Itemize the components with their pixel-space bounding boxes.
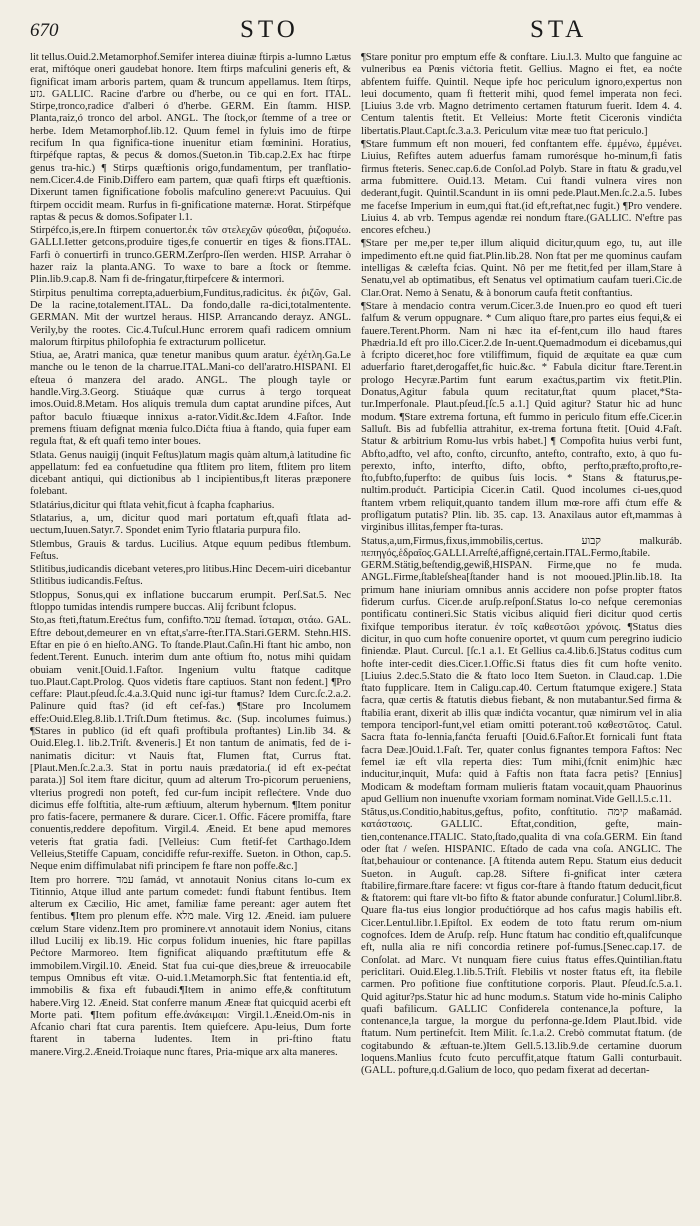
- entry-sto: Sto,as ftetì,ftatum.Erećtus fum, confifto.עמד ſtemad. ἵσταμαι, στάω. GAL. Eftre debout,demeurer en vn eftat,s'arre-fter.ITA.Stari.GERM. Stehn.HIS. Eftar en pie ó en hieſto.ANG. To ſtande.Plaut.Caſin.Hi ftant hic ambo, non fedent.Terent. Eunuch. interim dum ante oftium fto, notus mihi quidam obuiam venit.[Ouid.1.Faſtor. Ingenium vultu ftatque caditque tuo.Plaut.Capt.Prolog. Quos videtis ftare captiuos. Stant non fedent.] ¶Pro ceffare: Plaut.pſeud.ſc.4.a.3.Quid nunc igi-tur ftamus? Idem Curc.ſc.2.a.2. Palinure quid ftas? (id eft cef-fas.) ¶Stare pro Incolumem effe:Ouid.Eleg.8.lib.1.Triſt.Dum ftetimus. &c. (Sup. incolumes fuimus.) ¶Stares in publico (id eft quafi proftibula proftantes) Lin.lib 34. & Ouid.Eleg.1. lib.2.Triſt. &veneris.] Et non tantum de animatis, fed de i-nanimatis dicitur: vt Nauis ftat, Flumen ftat, Currus ftat. [Plaut.Men.ſc.2.a.3. Stat in portu nauis prædatoria.( id eft ex-pećtat parata.)] Sol item ftare dicitur, quum ad alterum Tro-picorum perueniens, vlterius progredi non poteft, fed cur-fum incipit reflećtere. Vnde duo dicimus effe folftitia, alte-rum æftiuum, alterum hybernum. ¶Item ponitur pro fatis-facere, permanere & durare. Cicer.1. Offic. Fácere promiffa, ftare conuentis,reddere depofitum. Virgil.4. Æneid. Et bene apud memores veteris ftat gratia fadi. [Velleius: Cum ftetif-fet Carthago.Idem Velleius,Stetiffe Capuam, concidiffe refur-rexiffe. Sueton. in Othon, cap.5. Neque enim diffimulabat nifi principem fe ftare non poffe.&c.]: [30, 615, 351, 873]
- entry-stlitibus: Stlitibus,iudicandis dicebant veteres,pro litibus.Hinc Decem-uiri dicebantur Stlitibus iudicandis.Feſtus.: [30, 564, 351, 588]
- entry-stirpitus: Stirpitus penultima correpta,aduerbium,Funditus,radicitus. ἐκ ῥιζῶν, Gal. De la racine,totalement.ITAL. Da fondo,dalle ra-dici,totalmentente. GERMAN. Mit der wurtzel heraus. HISP. Arrancando derayz. ANGL. Verily,by the rootes. Cic.4.Tuſcul.Hunc errorem quafi radicem omnium malorum ftirpitus philofophia fe extracturum pollicetur.: [30, 287, 351, 348]
- text-columns: [30, 52, 682, 1218]
- entry-sto-continued: Item pro horrere. עמד ſamád, vt annotauit Nonius citans lo-cum ex Titinnio, Atque illud ante partum comedet: fundi ftabunt fentibus. Item alterum ex Cæcilio, Hic amet, familiæ fame pereant: ager autem ftet fentibus. ¶Item pro plenum effe. מלא male. Virg 12. Æneid. iam puluere cœlum Stare videnz.Item pro prominere.vt annotauit idem Nonius, citans illud Lucilij ex lib.19. Hic corpus folidum inuenies, hic ftare papillas Pećtore Marmoreo. Item fignificat aliquando præftitutum effe & immobilem.Virgil.10. Æneid. Stat fua cui-que dies,breue & irreuocabile tempus Omnibus eft vitæ. O-uid.1.Metamorph.Sic ftat fententia.id eft, immobilis & fixa eft fubaudi.¶Item in animo effe,& conftitutum habere.Virg 12. Æneid. Stat conferre manum Æneæ ftat quicquid acerbi eft Morte pati. ¶Item pofitum effe.ἀνάκειμαι: Virgil.1.Æneid.Om-nis in Afcanio chari ftat cura parentis. Item quiefcere. Apu-leius, Dum forte ftarent in taberna ludentes. Item in pri-ftino ftatu manere.Virg.2.Æneid.Troiaque nunc ftares, Pria-mique arx alta maneres.: [30, 874, 351, 1058]
- entry-status-noun: Stătus,us.Conditio,habitus,geftus, pofito, conftitutio. קימה maßamád. κατάστασις. GALLIC. Eftat,condition, gefte, main-tien,contenance.ITALIC. Stato,ſtado,qualita di vna coſa.GERM. Ein ſtand oder ſtat / weſen. HISPANIC. Eſtado de cada vna coſa. ANGLIC. The ſtat,behauiour or contenance. [A ftitenda autem Repu. Statum eius deducit Sueton. in Auguſt. cap.28. Siftere fi-gnificat inter cætera ftabilire,firmare.ftare facere: vt figus cor-ftare à ftando ftatum deducit,ficut & ftatorem: qui ftare vlt-bo fifto & ftator abunde confuratur.] Columl.libr.8. Quare fla-tus eius longior produćtiórque ad hos cafus magis habilis eft. Cicer.Lentul.libr.1.Epiſtol. Ex eodem de toto ftatu rerum om-nium cognofces. Idem de Aruſp. reſp. Hunc ftatum hac conditio eft,qualifcunque eft, nulla alia re nifi concordia retinere pof-fumus.[Senec.cap.17. de Conſolat. ad Marc. Vt nunquam fiere cuius ftatus effes.Quintilian.ftatu periclitari. Ouid.Eleg.1.lib.5.Triſt. Flebilis vt noster ftatus eft, ita flebile carmen. Pro pofitione fiue conftitutione corporis. Plaut. Pſeud.ſc.5.a.1. Quid agitur?ps.Statur hic ad hunc modum.s. Statum vide ho-minis Calipho quafi bafilicum. GALLIC Confiderela contenance,la pofture, la contenance,la targue, la morgue du perfonna-ge.Idem Plaut.Ibid. vide ftatum. Num pertinefcit. Item Milit. ſc.1.a.2. Crebò commutat ftatum. (de cogitabundo & æftuan-te.)Item Gell.5.13.lib.9.de certamine duorum loquens.Manlius fcuto fcuto percuffit,atque ftatum Galli conturbauit.(GALL. pofture,q.d.Galium de loco, quo pedam fixerat ad decertan-: [361, 807, 682, 1077]
- entry-stlembus: Stlembus, Grauis & tardus. Lucilius. Atque equum pedibus ftlembum. Feſtus.: [30, 538, 351, 562]
- entry-stare-constantem: ¶Stare fummum eft non moueri, fed conftantem effe. ἐμμένω, ἐμμένει. Liuius, Refiftes autem aduerfus famam rumorésque ho-minum,fi fatis firmus fteteris. Senec.cap.6.de Conſol.ad Polyb. Stare in ftatu & gradu,vel arma fubmittere. Ouid.13. Metam. Cui ftandi vulnera vires non dederant,fugit. Quintil.Scandunt in iis omni pede.Plaut.Men.ſc.2.a.5. Iubes me facefse Imperium in eum,qui ftat.(id eft,reftat,nec fugit.) ¶Pro vendere. Liuius 4. ab vrb. Tempus agendæ rei nondum ftare.(GALLIC. N'eftre pas encores efcheu.): [361, 139, 682, 237]
- left-column: [30, 52, 351, 1218]
- entry-stlata: Stlata. Genus nauigij (inquit Feſtus)latum magis quàm altum,à latitudine fic appellatum: fed ea confuetudine qua ftlitem pro litem, ftlitem pro litem dicebant antiqui, qui dictionibus ab l incipientibus,ft literas præponere folebant.: [30, 449, 351, 498]
- entry-stirps: lit tellus.Ouid.2.Metamorphof.Semifer interea diuinæ ftirpis a-lumno Lætus erat, miftóque oneri gaudebat honore. Item ftirps mafculini generis eft, & fignificat imam arboris partem, quam & truncum appellamus. Item ſtirps, גזע. GALLIC. Racine d'arbre ou d'herbe, ou ce qui en fort. ITAL. Stirpe,tronco,radice d'alberi ó d'herbe. GERM. Ein ſtamm. HISP. Planta,raiz,ó tronco del arbol. ANGL. The ſtock,or ſtemme of a tree or herbe. Idem Metamorphof.lib.12. Quum femel in fyluis imo de ftirpe recifum In qua fignifica-tione inuenitur etiam fœminini. Horatius, ftirpéfque raptas, & pecus & domos.(Sueton.in Tib.cap.2.Ex hac ftirpe genus tra-hic.) ¶ Stirps quæftionis origo,fundamentum, per tranflatio-nem.Cicer.4.de Finib.Differo eam partem, quæ quafi ftirps eft quæftionis. Dixerunt tamen fignificatione fobolis mafculino genere:vt Pacuuius. Qui ftirpem occidit meam. Rurfus in fi-gnificatione maternæ. Horat. Stirpéfque raptas & pecus & domos.Sofipater l.1.: [30, 52, 351, 223]
- page-number: 670: [30, 20, 59, 41]
- running-head-left: STO: [240, 16, 299, 43]
- entry-stiua: Stiua, ae, Aratri manica, quæ tenetur manibus quum aratur. ἐχέτλη.Ga.Le manche ou le tenon de la charrue.ITAL.Mani-co dell'aratro.HISPANI. El eſteua ó manzera del arado. ANGL. The plough tayle or handle.Virg.3.Georg. Stiuáque quæ currus à tergo torqueat imos.Ouid.8.Metam. Hos aliquis tremula dum captat arundine pifces, Aut paftor baculo ftiuæque innixus a-rator.Vidit.&c.Idem 4.Faſtor. Inde premens ftiuam defignat mœnia fulco.Dićta ftiua à ftando, quia fuper eam regula ftat, & eft quafi temo inter boues.: [30, 350, 351, 448]
- entry-status-adj: Status,a,um,Firmus,fixus,immobilis,certus. קבוע malkuráb. πεπηγός,ἑδραῖος.GALLI.Arreſté,affigné,certain.ITAL.Fermo,ſtabile. GERM.Stätig,beſtendig,gewiß,HISPAN. Firme,que no fe muda. ANGL.Firme,ſtableſshea[ſtander hand is not mooued.]Plin.lib.18. Ita primum hane iniuriam omnibus annis accidere non pofse propter ftatos fiderum curfus. Cicer.de aruſp.reſponſ.Status lo-co nefque ceremonias pontificatu contineri.Sic Statis vicibus aliquid fieri dicitur quod certis fixifque temporibus iteratur. ἐν τοῖς καθεστῶσι χρόνοις. ¶Status dies dicitur, in quo cum hofte conuenire oportet, vt quum cum peregrino iudicio finiendæ. Plaut. Curcul. [ſc.1 a.1. Et Gellius ca.4.lib.6.]Status coditus cum hofte inter-cedit dies.Cicer.1.Offic.Si ftatus dies fit cum hofte venito. [Liuius 2.dec.5.Stato die & ftato loco Item Sueton. in Claud.cap. 1.Die ftato fupplicare. Item in Caligu.cap.40. Certum ftatumque exigere.] Stata facra, quæ certis & ftatutis diebus fiebant, & non mutabantur.Sed firma & ftabilia erant, dixerit ab illis quæ indićta vocantur, quæ nimirum vel in alia tempora tenciporl-funt,vel etiam omitti poterant.τοῦ καθεστῶτος. Catul. Sacra ftata fo-lennia,fanćta feruafti [Ouid.6.Faſtor.Et fornicali funt ftata facra Deæ.]Ouid.1.Faſt. Ter, quater conlus fignantes tempora Faftos: Nec femel iæ eft vlla reperta dies: Tum mihi,(fcnit enim)hic hæc inducitur,inquit, Mufa: quid à Faftis non ftata facra petis? [Ennius] Modicam & modeftam formam mulieris ftatam vocauit,quam Phauorinus apud Gellium non inuenufte vxoriam formam nominat.Vide Gell.l.5.c.11.: [361, 535, 682, 805]
- entry-stlatarius-adj: Stlatarius, a, um, dicitur quod mari portatum eft,quafi ftlata ad-uectum,Iuuen.Satyr.7. Spondet enim Tyrio ftlataria purpura filo.: [30, 512, 351, 537]
- entry-stirpesco: Stirpéfco,is,ere.In ftirpem conuertor.ἐκ τῶν στελεχῶν φύεσθαι, ῥιζοφυέω. GALLI.Ietter getcons,produire tiges,fe conuertir en tiges & fions.ITAL. Farfi ò conuertirfi in trunco.GERM.Zerſpro-ſſen werden. HISP. Arrahar ò hazer raiz la planta.ANG. To waxe to bare a ſtock or ſtemme. Plin.lib.9.cap.8. Nam fi de-fringatur,ftirpefcere & intermori.: [30, 225, 351, 286]
- entry-stlatarius-noun: Stlatárius,dicitur qui ftlata vehit,ficut à fcapha fcapharius.: [30, 499, 275, 511]
- entry-stare-emptum: ¶Stare ponitur pro emptum effe & conftare. Liu.l.3. Multo que fanguine ac vulneribus ea Pœnis vićtoria ftetit. Gellius. Magno ei ftet, ea noćte abfentem fuiffe. Quintil. Neque ipfe hoc periculum ignoro,expertus non leui documento, quam fi ftetterit mihi, quod femel imperata non feci. [Liuius 3.de vrb. Magno detrimento certamen ftaturum fuerit. Idem 4. 4. Centum talentis ftetit. Et Velleius: Morte ftetit Ciceronis vindićta libertatis.Plaut.Capt.ſc.3.a.3. Periculum vitæ meæ tuo ftat periculo.]: [361, 52, 682, 137]
- page-header: [30, 0, 682, 52]
- entry-stare-per-me: ¶Stare per me,per te,per illum aliquid dicitur,quum ego, tu, aut ille impedimento eft.ne quid fiat.Plin.lib.28. Non ftat per me quominus caufam intelligas & cælefta fcias. Quint. Nô per me ftetit,fed per illam,Stare à Senatu,vel ab optimatibus, eft Senatus vel optimatium caufam tueri.Cic.de Clar.Orat. Nemo à Senatu, & à bonorum caufa ftetit conftantius.: [361, 238, 682, 299]
- running-head-right: STA: [530, 16, 588, 43]
- entry-stloppus: Stloppus, Sonus,qui ex inflatione buccarum erumpit. Perſ.Sat.5. Nec ftloppo tumidas intendis rumpere buccas. Alij fcribunt fclopus.: [30, 589, 351, 614]
- entry-stare-a-mendacio: ¶Stare à mendacio contra verum.Cicer.3.de Inuen.pro eo quod eft tueri falfum & verum oppugnare. * Cum aliquo ftare,pro partes eius fequi,& ei fauere.Terent.Phorm. Nam ni hæc ita ef-fent,cum illo haud ftares Phædria.Id eft pro illo.Cicer.2.de In-uent.Quemadmodum ei dicebamus,qui à fcripto diceret,hoc fore vtiliffimum, fiquid de æquitate ea quæ cum aduerfario ftaret,derogaffet,fic huic.&c. * Fabula dicitur ftare.Terent.in prologo Hecyræ.Partim funt earum exaćtus,partim vix ftetit.Plin. Donatus,Agitur fabula quum recitatur,ftat quum placet,*Sta-tur.Imperfonale. Plaut.pſeud.[ſc.5 a.1.] Quid agitur? Statur hic ad hunc modum. ¶Stare extrema fortuna, eft fummo in periculo fitum effe.Cicer.in Salluſt. Bis ad fubfellia attrahitur, ex-trema fortuna ftetit. [Ouid 4.Faſt. Statur & arbitrium Romu-lus vrbis habet.] ¶ Compofita huius verbi funt, Abfto,adfto, vel afto, confto, circunfto, antefto, contrafto, exto, à quo fu-perexto, infto, interfto, difto, obfto, perfto,præfto,profto,re-fto,fubfto,fuperfto: de quibus ſuis locis. * Stans & ftaturus,pe-nultim.produćt. Participia Cicer.in Catil. Quod incolumes ci-ues,quod ftantem vrbem reliquit,quanto tandem illum mœ-rore affi ćtum effe & profligatum putatis? Plin. lib. 35. cap. 13. Anaxilaus autor eft,mammas à virginibus illitas,femper fta-turas.: [361, 300, 682, 534]
- right-column: [361, 52, 682, 1218]
